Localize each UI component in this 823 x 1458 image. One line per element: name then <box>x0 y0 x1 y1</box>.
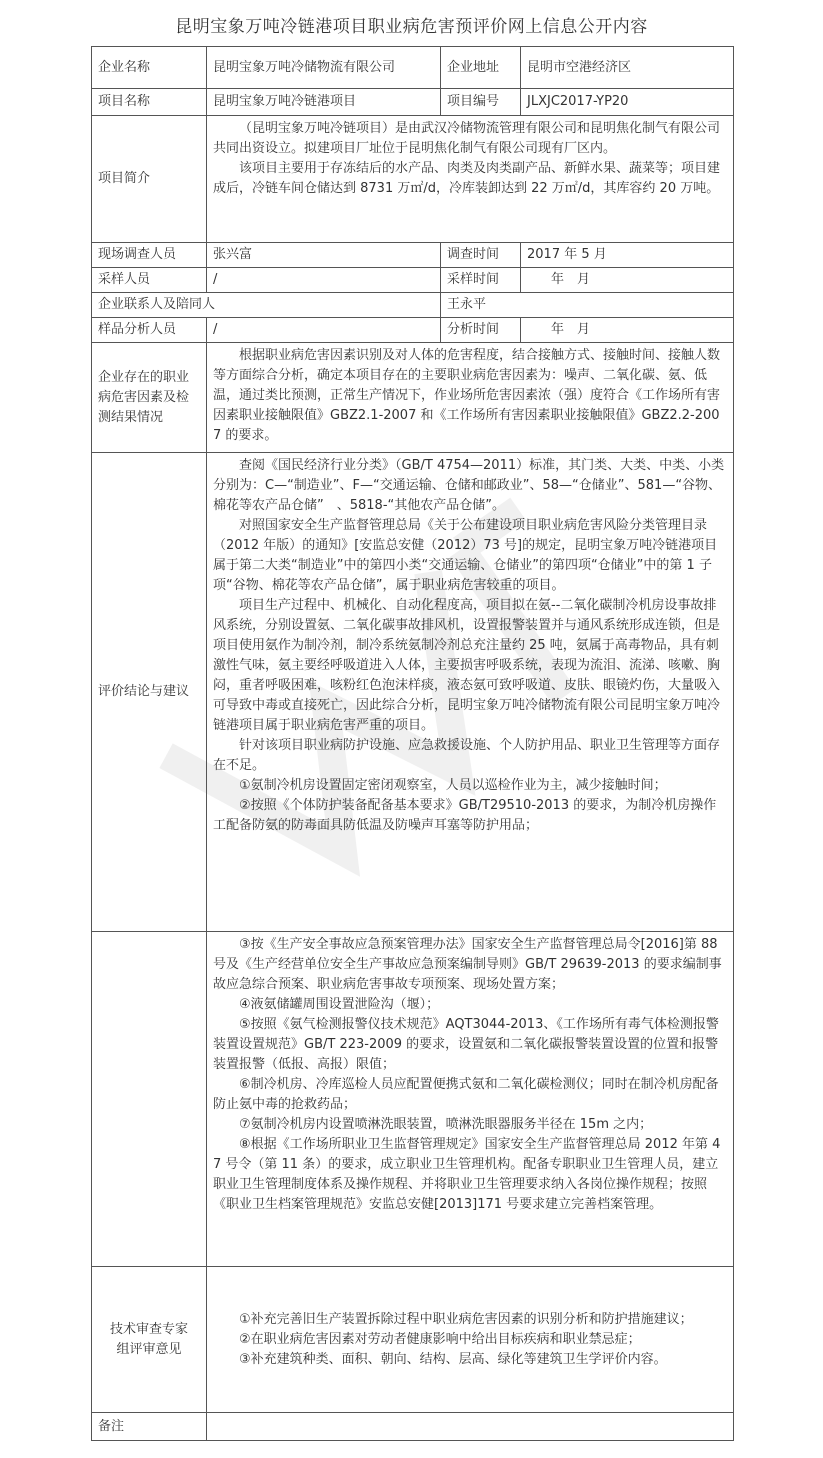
conclusion-paragraph-5: ①氨制冷机房设置固定密闭观察室，人员以巡检作业为主，减少接触时间； <box>239 778 667 793</box>
project-no: JLXJC2017-YP20 <box>521 89 734 116</box>
sampling-person-label: 采样人员 <box>92 268 207 293</box>
expert-paragraph-1: ①补充完善旧生产装置拆除过程中职业病危害因素的识别分析和防护措施建议； <box>239 1311 693 1327</box>
sampling-time: 年 月 <box>521 268 734 293</box>
intro-paragraph-2: 该项目主要用于存冻结后的水产品、肉类及肉类副产品、新鲜水果、蔬菜等；项目建成后，冷链车间仓储达到 8731 万㎡/d，冷库装卸达到 22 万㎡/d，其库容约 20 万吨。 <box>213 161 721 196</box>
project-name: 昆明宝象万吨冷链港项目 <box>207 89 441 116</box>
enterprise-name-label: 企业名称 <box>92 47 207 89</box>
expert-content <box>207 1267 734 1413</box>
conclusion-cont-paragraph-2: ④液氨储罐周围设置泄险沟（堰）； <box>239 997 440 1012</box>
row-project <box>92 89 734 116</box>
row-survey <box>92 243 734 268</box>
row-sampling <box>92 268 734 293</box>
row-hazard <box>92 343 734 453</box>
hazard-paragraph: 根据职业病危害因素识别及对人体的危害程度，结合接触方式、接触时间、接触人数等方面综合分析，确定本项目存在的主要职业病危害因素为：噪声、二氧化碳、氨、低温，通过类比预测，正常生产情况下，作业场所危害因素浓（强）度符合《工作场所有害因素职业接触限值》GBZ2.1-2007 和《工作场所有害因素职业接触限值》GBZ2.2-2007 的要求。 <box>213 348 721 443</box>
enterprise-address: 昆明市空港经济区 <box>521 47 734 89</box>
info-table <box>91 46 734 1441</box>
row-conclusion <box>92 453 734 932</box>
expert-label: 技术审查专家组评审意见 <box>92 1267 207 1413</box>
row-intro <box>92 116 734 243</box>
conclusion-content <box>207 453 734 932</box>
hazard-content <box>207 343 734 453</box>
row-expert <box>92 1267 734 1413</box>
row-enterprise <box>92 47 734 89</box>
row-analysis <box>92 318 734 343</box>
survey-person-label: 现场调查人员 <box>92 243 207 268</box>
expert-paragraph-3: ③补充建筑种类、面积、朝向、结构、层高、绿化等建筑卫生学评价内容。 <box>239 1351 667 1367</box>
sampling-time-label: 采样时间 <box>441 268 521 293</box>
enterprise-name: 昆明宝象万吨冷储物流有限公司 <box>207 47 441 89</box>
page-title: 昆明宝象万吨冷链港项目职业病危害预评价网上信息公开内容 <box>175 17 648 37</box>
project-no-label: 项目编号 <box>441 89 521 116</box>
conclusion-cont-paragraph-1: ③按《生产安全事故应急预案管理办法》国家安全生产监督管理总局令[2016]第 88 号及《生产经营单位安全生产事故应急预案编制导则》GB/T 29639-2013 的要求编制事故应急综合预案、职业病危害事故专项预案、现场处置方案； <box>213 937 722 992</box>
contact: 王永平 <box>441 293 734 318</box>
row-contact <box>92 293 734 318</box>
remark <box>207 1413 734 1441</box>
conclusion-cont-paragraph-5: ⑦氨制冷机房内设置喷淋洗眼装置，喷淋洗眼器服务半径在 15m 之内； <box>239 1117 653 1132</box>
conclusion-paragraph-2: 对照国家安全生产监督管理总局《关于公布建设项目职业病危害风险分类管理目录（2012 年版）的通知》[安监总安健（2012）73 号]的规定，昆明宝象万吨冷链港项目属于第二大类“制造业”中的第四小类“交通运输、仓储业”的第四项“仓储业”中的第 1 子项“谷物、棉花等农产品仓储”，属于职业病危害较重的项目。 <box>213 518 718 593</box>
conclusion-cont-label <box>92 932 207 1267</box>
expert-paragraph-2: ②在职业病危害因素对劳动者健康影响中给出目标疾病和职业禁忌症； <box>239 1331 641 1347</box>
analysis-time: 年 月 <box>521 318 734 343</box>
conclusion-cont-paragraph-4: ⑥制冷机房、冷库巡检人员应配置便携式氨和二氧化碳检测仪；同时在制冷机房配备防止氨中毒的抢救药品； <box>213 1077 719 1112</box>
survey-time: 2017 年 5 月 <box>521 243 734 268</box>
survey-time-label: 调查时间 <box>441 243 521 268</box>
conclusion-paragraph-6: ②按照《个体防护装备配备基本要求》GB/T29510-2013 的要求，为制冷机房操作工配备防氨的防毒面具防低温及防噪声耳塞等防护用品； <box>213 798 717 833</box>
conclusion-cont-paragraph-3: ⑤按照《氨气检测报警仪技术规范》AQT3044-2013、《工作场所有毒气体检测报警装置设置规范》GB/T 223-2009 的要求，设置氨和二氧化碳报警装置设置的位置和报警装置报警（低报、高报）限值； <box>213 1017 719 1072</box>
conclusion-cont-paragraph-6: ⑧根据《工作场所职业卫生监督管理规定》国家安全生产监督管理总局 2012 年第 47 号令（第 11 条）的要求，成立职业卫生管理机构。配备专职职业卫生管理人员，建立职业卫生管理制度体系及操作规程、并将职业卫生管理要求纳入各岗位操作规程；按照《职业卫生档案管理规范》安监总安健[2013]171 号要求建立完善档案管理。 <box>213 1137 721 1212</box>
contact-label: 企业联系人及陪同人 <box>92 293 441 318</box>
sampling-person: / <box>207 268 441 293</box>
intro-paragraph-1: （昆明宝象万吨冷链项目）是由武汉冷储物流管理有限公司和昆明焦化制气有限公司共同出资设立。拟建项目厂址位于昆明焦化制气有限公司现有厂区内。 <box>213 121 721 156</box>
survey-person: 张兴富 <box>207 243 441 268</box>
row-remark <box>92 1413 734 1441</box>
row-conclusion-cont <box>92 932 734 1267</box>
intro-label: 项目简介 <box>92 116 207 243</box>
project-name-label: 项目名称 <box>92 89 207 116</box>
enterprise-address-label: 企业地址 <box>441 47 521 89</box>
analysis-time-label: 分析时间 <box>441 318 521 343</box>
conclusion-paragraph-4: 针对该项目职业病防护设施、应急救援设施、个人防护用品、职业卫生管理等方面存在不足。 <box>213 738 721 773</box>
hazard-label: 企业存在的职业病危害因素及检测结果情况 <box>92 343 207 453</box>
intro-content <box>207 116 734 243</box>
conclusion-label: 评价结论与建议 <box>92 453 207 932</box>
remark-label: 备注 <box>92 1413 207 1441</box>
conclusion-cont-content <box>207 932 734 1267</box>
conclusion-paragraph-3: 项目生产过程中、机械化、自动化程度高，项目拟在氨--二氧化碳制冷机房设事故排风系统，分别设置氨、二氧化碳事故排风机，设置报警装置并与通风系统形成连锁，但是项目使用氨作为制冷剂，制冷系统氨制冷剂总充注量约 25 吨，氨属于高毒物品，具有刺激性气味，氨主要经呼吸道进入人体，主要损害呼吸系统，表现为流泪、流涕、咳嗽、胸闷，重者呼吸困难，咳粉红色泡沫样痰，液态氨可致呼吸道、皮肤、眼镜灼伤，大量吸入可导致中毒或直接死亡，因此综合分析，昆明宝象万吨冷储物流有限公司昆明宝象万吨冷链港项目属于职业病危害严重的项目。 <box>213 598 721 733</box>
analysis-person: / <box>207 318 441 343</box>
conclusion-paragraph-1: 查阅《国民经济行业分类》（GB/T 4754—2011）标准，其门类、大类、中类、小类分别为：C—“制造业”、F—“交通运输、仓储和邮政业”、58—“仓储业”、581—“谷物、棉花等农产品仓储” 、5818-“其他农产品仓储”。 <box>213 458 725 513</box>
analysis-person-label: 样品分析人员 <box>92 318 207 343</box>
